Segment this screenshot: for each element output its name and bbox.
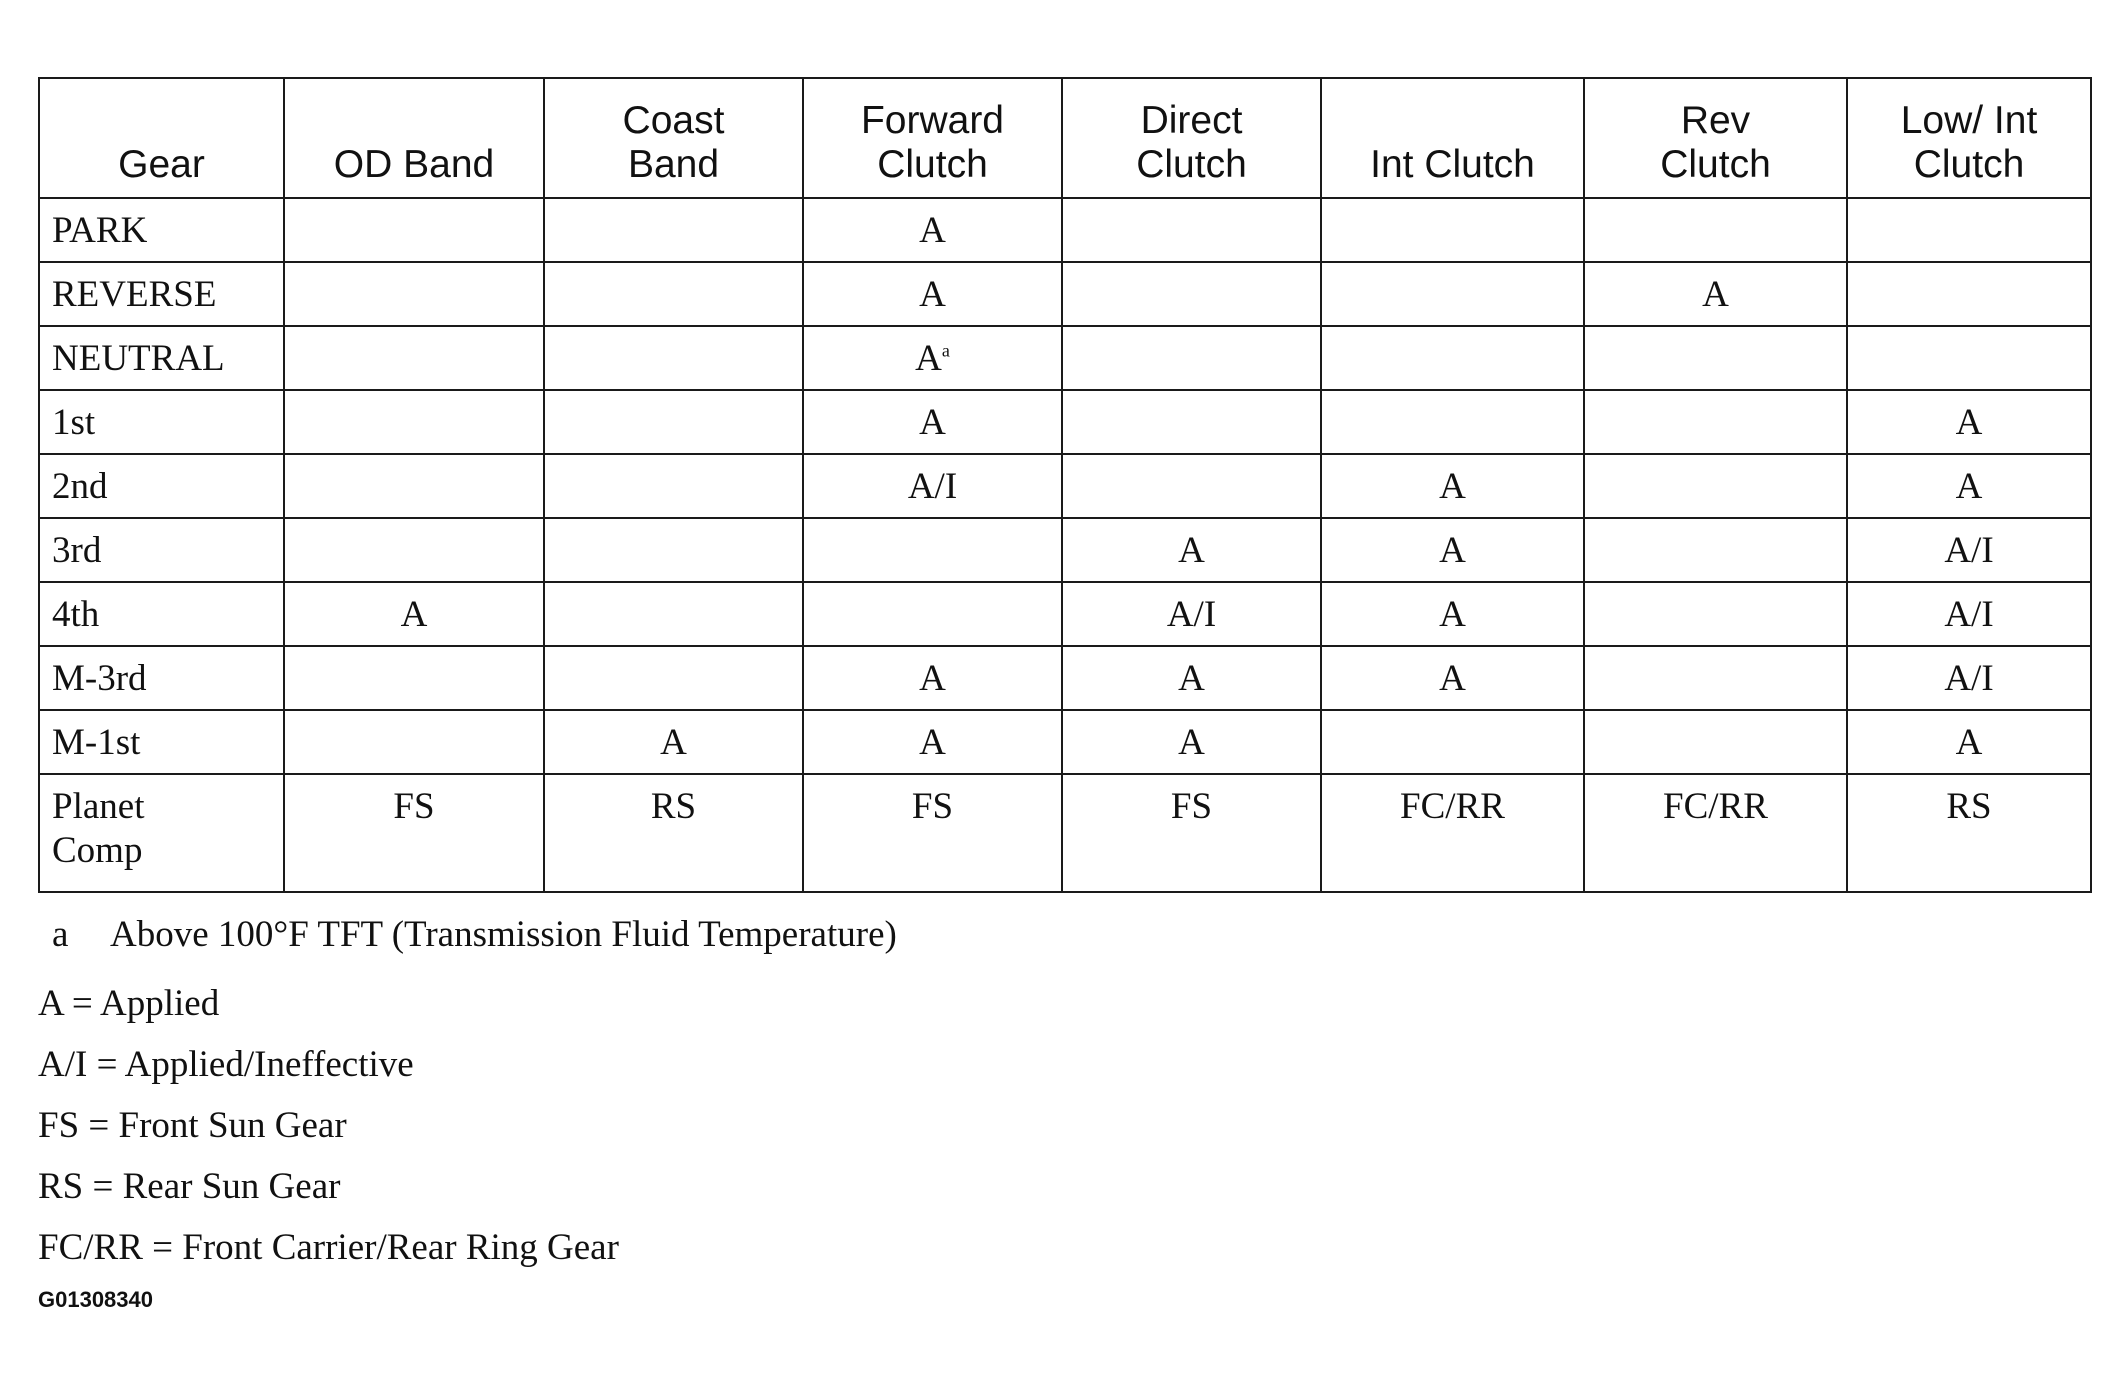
column-header-line: Band	[627, 143, 720, 186]
column-header	[39, 78, 284, 198]
apply-cell	[1062, 454, 1321, 518]
apply-chart-table-container	[38, 77, 2090, 893]
column-header-line: Int Clutch	[1370, 143, 1535, 186]
gear-cell: M-3rd	[39, 646, 284, 710]
apply-cell: A	[1847, 710, 2091, 774]
apply-cell: A	[1321, 646, 1584, 710]
apply-cell	[284, 326, 544, 390]
planet-comp-cell: RS	[544, 774, 803, 892]
gear-cell: 1st	[39, 390, 284, 454]
apply-cell: A	[803, 390, 1062, 454]
apply-cell	[544, 454, 803, 518]
apply-cell: A	[1062, 518, 1321, 582]
apply-cell	[803, 582, 1062, 646]
apply-cell: A	[1847, 390, 2091, 454]
apply-cell	[1062, 198, 1321, 262]
apply-cell	[1584, 390, 1847, 454]
apply-cell	[284, 390, 544, 454]
figure-code: G01308340	[38, 1287, 153, 1312]
planet-comp-label-line: Planet	[52, 786, 145, 827]
apply-cell: A	[1321, 454, 1584, 518]
apply-cell	[1321, 390, 1584, 454]
apply-cell: A	[1584, 262, 1847, 326]
apply-cell	[1847, 262, 2091, 326]
clutch-band-apply-table	[38, 77, 2092, 893]
apply-cell	[544, 646, 803, 710]
apply-cell: A/I	[803, 454, 1062, 518]
column-header	[803, 78, 1062, 198]
table-row	[39, 518, 2091, 582]
apply-cell: A	[284, 582, 544, 646]
apply-cell	[284, 518, 544, 582]
legend-front-carrier-rear-ring-gear: FC/RR = Front Carrier/Rear Ring Gear	[38, 1227, 619, 1268]
legend-applied: A = Applied	[38, 983, 220, 1024]
table-row	[39, 710, 2091, 774]
column-header	[1584, 78, 1847, 198]
apply-cell: A/I	[1847, 518, 2091, 582]
column-header-line: Low/ Int	[1900, 99, 2038, 142]
notes-section	[38, 905, 897, 1278]
apply-cell	[1062, 390, 1321, 454]
apply-cell	[1062, 262, 1321, 326]
apply-cell	[544, 518, 803, 582]
column-header-line: Clutch	[877, 143, 988, 186]
table-row	[39, 198, 2091, 262]
apply-cell	[803, 518, 1062, 582]
planet-comp-row	[39, 774, 2091, 892]
gear-cell: 2nd	[39, 454, 284, 518]
footnote	[38, 905, 897, 963]
column-header-line: Forward	[860, 99, 1005, 142]
table-row	[39, 646, 2091, 710]
footnote-text: Above 100°F TFT (Transmission Fluid Temperature)	[110, 913, 897, 955]
gear-cell: REVERSE	[39, 262, 284, 326]
gear-cell	[39, 774, 284, 892]
planet-comp-cell: FS	[284, 774, 544, 892]
gear-cell: 4th	[39, 582, 284, 646]
apply-cell: A/I	[1062, 582, 1321, 646]
apply-cell	[544, 326, 803, 390]
apply-cell	[1584, 198, 1847, 262]
apply-cell	[1584, 582, 1847, 646]
planet-comp-label-line: Comp	[52, 830, 143, 871]
table-row	[39, 454, 2091, 518]
apply-cell	[1321, 710, 1584, 774]
column-header-line: Clutch	[1136, 143, 1247, 186]
planet-comp-cell: RS	[1847, 774, 2091, 892]
apply-cell	[1584, 326, 1847, 390]
apply-cell: A	[544, 710, 803, 774]
legend-rear-sun-gear: RS = Rear Sun Gear	[38, 1166, 341, 1207]
apply-cell: A	[1062, 710, 1321, 774]
table-row	[39, 262, 2091, 326]
apply-cell	[284, 646, 544, 710]
apply-cell	[284, 262, 544, 326]
apply-cell: A/I	[1847, 646, 2091, 710]
apply-cell	[1062, 326, 1321, 390]
apply-cell	[1847, 326, 2091, 390]
table-header-row	[39, 78, 2091, 198]
gear-cell: PARK	[39, 198, 284, 262]
apply-cell: A	[803, 262, 1062, 326]
table-row	[39, 326, 2091, 390]
apply-cell: A	[1062, 646, 1321, 710]
apply-cell	[544, 390, 803, 454]
apply-cell: A/I	[1847, 582, 2091, 646]
table-row	[39, 582, 2091, 646]
apply-cell	[1584, 646, 1847, 710]
apply-cell	[1584, 454, 1847, 518]
column-header	[1847, 78, 2091, 198]
planet-comp-cell: FS	[803, 774, 1062, 892]
apply-cell	[1847, 198, 2091, 262]
apply-cell: A	[803, 198, 1062, 262]
apply-cell: $A^a$	[803, 326, 1062, 390]
planet-comp-cell: FC/RR	[1321, 774, 1584, 892]
apply-cell	[1321, 198, 1584, 262]
apply-cell	[1321, 326, 1584, 390]
column-header	[1062, 78, 1321, 198]
table-row	[39, 390, 2091, 454]
column-header-line: Coast	[622, 99, 725, 142]
footnote-reference: a	[941, 340, 950, 361]
planet-comp-cell: FC/RR	[1584, 774, 1847, 892]
gear-cell: 3rd	[39, 518, 284, 582]
apply-cell: A	[1321, 582, 1584, 646]
apply-cell	[284, 454, 544, 518]
column-header	[1321, 78, 1584, 198]
apply-cell: A	[803, 710, 1062, 774]
column-header-line: Rev	[1680, 99, 1751, 142]
apply-cell	[284, 710, 544, 774]
apply-cell: A	[1847, 454, 2091, 518]
column-header-line: Clutch	[1660, 143, 1771, 186]
apply-cell	[1321, 262, 1584, 326]
legend-front-sun-gear: FS = Front Sun Gear	[38, 1105, 347, 1146]
gear-cell: NEUTRAL	[39, 326, 284, 390]
column-header-line: OD Band	[333, 143, 495, 186]
gear-cell: M-1st	[39, 710, 284, 774]
footnote-mark: a	[52, 913, 69, 955]
apply-cell: A	[803, 646, 1062, 710]
legend-applied-ineffective: A/I = Applied/Ineffective	[38, 1044, 414, 1085]
apply-cell	[544, 582, 803, 646]
apply-cell	[284, 198, 544, 262]
column-header	[284, 78, 544, 198]
apply-cell	[544, 262, 803, 326]
column-header-line: Direct	[1140, 99, 1243, 142]
planet-comp-cell: FS	[1062, 774, 1321, 892]
column-header	[544, 78, 803, 198]
apply-cell: A	[1321, 518, 1584, 582]
column-header-line: Clutch	[1913, 143, 2025, 186]
table-body	[39, 198, 2091, 892]
apply-cell	[1584, 710, 1847, 774]
apply-cell	[1584, 518, 1847, 582]
column-header-line: Gear	[118, 143, 205, 186]
apply-cell	[544, 198, 803, 262]
